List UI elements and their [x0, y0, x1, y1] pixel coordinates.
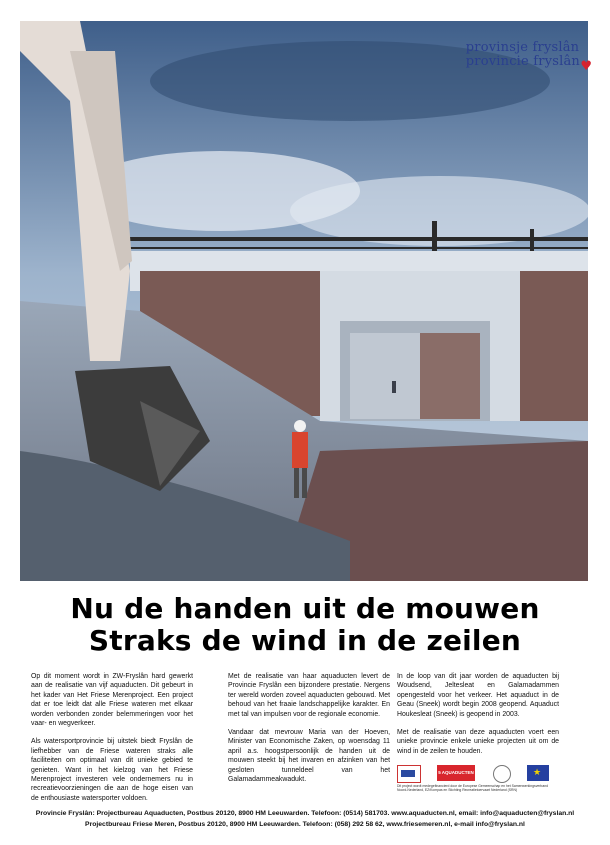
footer-line-2: Projectbureau Friese Meren, Postbus 20120, 8900 HM Leeuwarden. Telefoon: (058) 292 58 62, www.friesemeren.nl, e-mail info@fryslan.nl: [85, 821, 525, 828]
aquaducten-logo: 5 AQUADUCTEN: [437, 765, 475, 781]
eu-flag-icon: [527, 765, 549, 781]
text-column-3: [397, 672, 559, 765]
construction-scene: [20, 21, 588, 581]
paragraph: Met de realisatie van deze aquaducten voert een unieke provincie enkele unieke projecten uit om de wind in de zeilen te houden.: [397, 729, 559, 755]
paragraph: Als watersportprovincie bij uitstek biedt Fryslân de liefhebber van de Friese wateren straks alle faciliteiten om optimaal van dit unieke gebied te genieten. Want in het kielzog van het Friese Merenproject investeren vele ondernemers nu in recreatievoorzieningen die aan de hoge eisen van de enthousiaste watersporter voldoen.: [31, 738, 193, 802]
province-logo: [465, 40, 592, 74]
logo-line-frisian: provinsje fryslân: [465, 40, 580, 55]
paragraph: Met de realisatie van haar aquaducten levert de Provincie Fryslân een bijzondere prestatie. Nergens ter wereld worden zoveel aquaducten gebouwd. Met behoud van het fraaie landschappelijke karakter. En met tal van impulsen voor de regionale economie.: [228, 673, 390, 718]
paragraph: Vandaar dat mevrouw Maria van der Hoeven, Minister van Economische Zaken, op woensdag 11 april a.s. hoogstpersoonlijk de handen uit de mouwen steekt bij het invaren en afzinken van het gesloten tunneldeel van het Galamadammeakwadukt.: [228, 729, 390, 784]
kompas-logo-icon: [493, 765, 511, 783]
hero-photo: [20, 21, 588, 581]
footer-line-1: Provincie Fryslân: Projectbureau Aquaducten, Postbus 20120, 8900 HM Leeuwarden. Telefoon: (0514) 581703. www.aquaducten.nl, email: info@aquaducten@fryslan.nl: [35, 810, 575, 817]
sponsor-logo-icon: [397, 765, 421, 783]
logo-line-dutch: provincie fryslân: [465, 54, 580, 69]
paragraph: In de loop van dit jaar worden de aquaducten bij Woudsend, Jeltesleat en Galamadammen opengesteld voor het verkeer. Het aquaduct in de Geau (Sneek) wordt begin 2008 geopend. Aquaduct Houkesleat (Sneek) is geopend in 2003.: [397, 673, 559, 718]
funding-note: Dit project wordt medegefinancierd door de Europese Gemeenschap en het Samenwerkingsverband Noord-Nederland, EZ/Kompas en Stichting Recreatietoervaart Nederland (SRN): [397, 784, 548, 792]
headline-line-1: Nu de handen uit de mouwen: [70, 592, 540, 625]
paragraph: Op dit moment wordt in ZW-Fryslân hard gewerkt aan de realisatie van vijf aquaducten. Dit gebeurt in het kader van Het Friese Merenproject. Een project dat er toe leidt dat alle Friese wateren met elkaar worden verbonden zonder belemmeringen voor het vaar- en wegverkeer.: [31, 673, 193, 728]
text-column-2: [228, 672, 390, 793]
sponsor-logos: [397, 765, 552, 791]
text-column-1: [31, 672, 193, 812]
heart-icon: ♥: [580, 59, 592, 74]
headline-line-2: Straks de wind in de zeilen: [88, 624, 522, 657]
